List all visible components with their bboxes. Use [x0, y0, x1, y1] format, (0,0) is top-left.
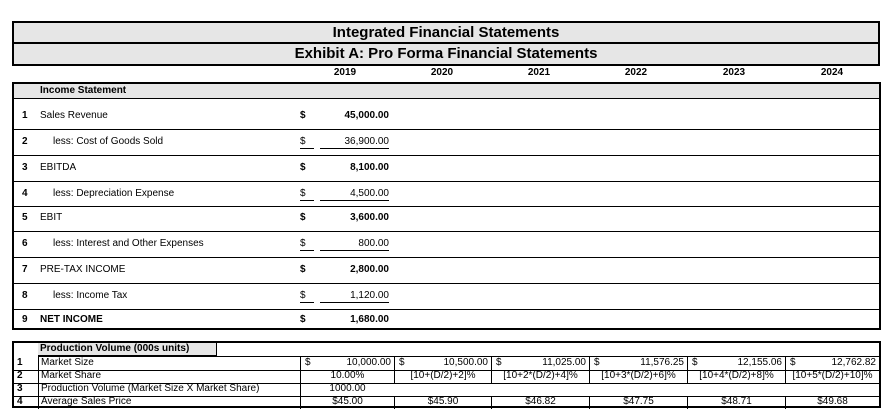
row-label: PRE-TAX INCOME	[40, 264, 126, 275]
currency-symbol: $	[594, 357, 600, 368]
currency-symbol: $	[496, 357, 502, 368]
row-number: 4	[22, 188, 28, 199]
row-label: Sales Revenue	[40, 110, 108, 121]
cell-value: 10,000.00	[346, 357, 391, 368]
table-cell	[491, 357, 589, 370]
table-cell: $45.00	[300, 396, 394, 409]
income-statement-table	[12, 82, 881, 330]
currency-symbol: $	[300, 188, 314, 201]
row-value: 8,100.00	[350, 162, 389, 173]
table-row	[14, 314, 879, 330]
table-cell: [10+2*(D/2)+4]%	[491, 370, 589, 383]
row-label: less: Income Tax	[53, 290, 128, 301]
cell-value: 11,025.00	[542, 357, 586, 368]
table-row	[14, 136, 879, 152]
table-cell: [10+5*(D/2)+10]%	[785, 370, 879, 383]
table-cell: [10+4*(D/2)+8]%	[687, 370, 785, 383]
table-cell	[394, 357, 491, 370]
table-cell: $49.68	[785, 396, 879, 409]
row-value: 4,500.00	[320, 188, 389, 201]
currency-symbol: $	[300, 110, 306, 121]
table-row	[14, 110, 879, 126]
row-divider	[14, 155, 879, 156]
table-row	[14, 188, 879, 204]
year-header-2022: 2022	[624, 67, 648, 78]
table-cell: 10.00%	[300, 370, 394, 383]
table-cell: 1000.00	[300, 383, 394, 396]
row-number: 1	[22, 110, 28, 121]
row-divider	[14, 309, 879, 310]
table-row	[14, 212, 879, 228]
table-row	[14, 396, 879, 409]
page-title: Integrated Financial Statements	[14, 23, 878, 44]
table-cell: $46.82	[491, 396, 589, 409]
row-label: Average Sales Price	[38, 396, 300, 409]
row-value: 1,120.00	[320, 290, 389, 303]
table-cell	[300, 357, 394, 370]
table-cell	[589, 357, 687, 370]
year-header-2020: 2020	[430, 67, 454, 78]
title-banner	[12, 21, 880, 66]
year-header-2024: 2024	[820, 67, 844, 78]
row-number: 9	[22, 314, 28, 325]
table-row	[14, 162, 879, 178]
currency-symbol: $	[300, 264, 306, 275]
currency-symbol: $	[790, 357, 796, 368]
exhibit-subtitle: Exhibit A: Pro Forma Financial Statements	[294, 45, 598, 62]
table-cell	[687, 357, 785, 370]
section-title: Production Volume (000s units)	[38, 343, 217, 356]
currency-symbol: $	[300, 136, 314, 149]
row-number: 3	[17, 383, 23, 394]
row-number: 6	[22, 238, 28, 249]
table-row	[14, 383, 879, 396]
row-divider	[14, 231, 879, 232]
row-label: less: Cost of Goods Sold	[53, 136, 164, 147]
currency-symbol: $	[305, 357, 311, 368]
table-cell: $45.90	[394, 396, 491, 409]
row-divider	[14, 257, 879, 258]
row-label: Market Share	[38, 370, 300, 383]
table-cell	[785, 357, 879, 370]
section-title: Income Statement	[40, 85, 127, 96]
row-label: NET INCOME	[40, 314, 103, 325]
row-value: 45,000.00	[344, 110, 389, 121]
currency-symbol: $	[300, 290, 314, 303]
cell-value: 12,155.06	[737, 357, 782, 368]
table-row	[14, 290, 879, 306]
row-number: 2	[22, 136, 28, 147]
row-label: less: Depreciation Expense	[53, 188, 175, 199]
year-header-2023: 2023	[722, 67, 746, 78]
table-row	[14, 357, 879, 370]
row-value: 800.00	[320, 238, 389, 251]
table-cell: [10+(D/2)+2]%	[394, 370, 491, 383]
income-statement-header	[14, 84, 879, 99]
currency-symbol: $	[300, 238, 314, 251]
table-row	[14, 370, 879, 383]
table-cell: $47.75	[589, 396, 687, 409]
table-cell: [10+3*(D/2)+6]%	[589, 370, 687, 383]
table-row	[14, 238, 879, 254]
table-cell: $48.71	[687, 396, 785, 409]
cell-value: 11,576.25	[640, 357, 684, 368]
row-label: EBIT	[40, 212, 63, 223]
row-value: 2,800.00	[350, 264, 389, 275]
currency-symbol: $	[692, 357, 698, 368]
row-divider	[14, 129, 879, 130]
row-number: 3	[22, 162, 28, 173]
cell-value: 10,500.00	[443, 357, 488, 368]
year-header-2019: 2019	[333, 67, 357, 78]
row-number: 5	[22, 212, 28, 223]
cell-value: 12,762.82	[831, 357, 876, 368]
row-label: EBITDA	[40, 162, 77, 173]
production-volume-table	[12, 341, 881, 408]
currency-symbol: $	[300, 314, 306, 325]
row-value: 36,900.00	[320, 136, 389, 149]
currency-symbol: $	[300, 162, 306, 173]
row-number: 8	[22, 290, 28, 301]
row-number: 7	[22, 264, 28, 275]
row-value: 3,600.00	[350, 212, 389, 223]
year-header-2021: 2021	[527, 67, 551, 78]
row-label: Production Volume (Market Size X Market Share)	[38, 383, 300, 396]
row-label: Market Size	[38, 357, 300, 370]
row-divider	[14, 206, 879, 207]
row-divider	[14, 283, 879, 284]
currency-symbol: $	[300, 212, 306, 223]
row-label: less: Interest and Other Expenses	[53, 238, 204, 249]
currency-symbol: $	[399, 357, 405, 368]
row-value: 1,680.00	[350, 314, 389, 325]
table-row	[14, 264, 879, 280]
row-divider	[14, 181, 879, 182]
row-number: 2	[17, 370, 23, 381]
row-number: 1	[17, 357, 23, 368]
row-number: 4	[17, 396, 23, 407]
